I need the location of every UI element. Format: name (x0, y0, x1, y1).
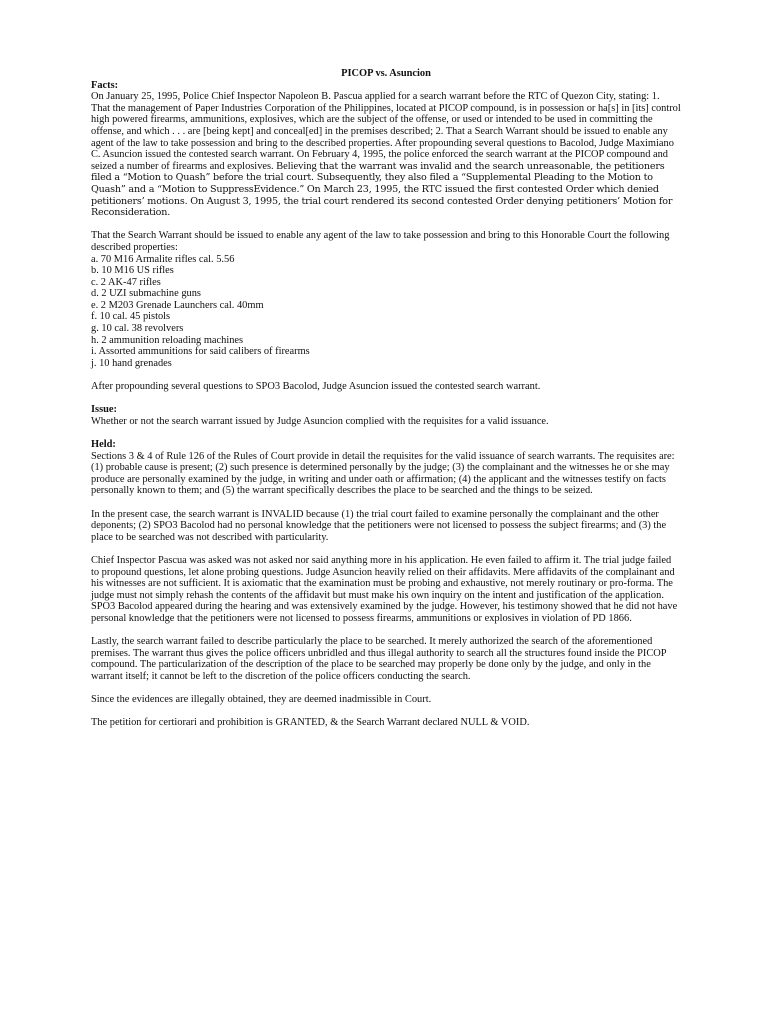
held-heading: Held: (91, 439, 116, 450)
document-page (91, 68, 681, 729)
list-item: c. 2 AK-47 rifles (91, 276, 161, 288)
issue-text: Whether or not the search warrant issued by Judge Asuncion complied with the requisites for a valid issuance. (91, 415, 549, 427)
held-paragraph-7: The petition for certiorari and prohibition is GRANTED, & the Search Warrant declared NULL & VOID. (91, 717, 530, 729)
facts-paragraph-1 (91, 91, 681, 219)
issue-heading: Issue: (91, 404, 117, 416)
list-item: b. 10 M16 US rifles (91, 265, 174, 277)
held-paragraph-1: Sections 3 & 4 of Rule 126 of the Rules of Court provide in detail the requisites for the valid issuance of search warrants. The requisites are: (1) probable cause is present; (2) such presence is determined personally by the judge; (3) the complainant and the witnesses he or she may produce are personally examined by the judge, in writing and under oath or affirmation; (4) the applicant and the witnesses testify on facts personally known to them; and (5) the warrant specifically describes the place to be searched and the things to be seized. (91, 450, 675, 497)
held-paragraph-5: Lastly, the search warrant failed to describe particularly the place to be searched. It merely authorized the search of the aforementioned premises. The warrant thus gives the police officers unbridled and thus illegal authority to search all the structures found inside the PICOP compound. The particularization of the description of the place to be searched may properly be done only by the judge, and only in the warrant itself; it cannot be left to the discretion of the police officers conducting the search. (91, 636, 667, 682)
facts-paragraph-2: That the Search Warrant should be issued to enable any agent of the law to take possession and bring to this Honorable Court the following described properties: (91, 230, 670, 253)
held-paragraph-6: Since the evidences are illegally obtained, they are deemed inadmissible in Court. (91, 694, 432, 706)
held-paragraph-2: In the present case, the search warrant is INVALID because (1) the trial court failed to examine personally the complainant and the other deponents; (2) SPO3 Bacolod had no personal knowledge that the petitioners were not licensed to possess the subject firearms; and (3) the place to be searched was not described with particularity. (91, 508, 667, 543)
list-item: h. 2 ammunition reloading machines (91, 334, 244, 346)
held-paragraph-4: SPO3 Bacolod appeared during the hearing and was extensively examined by the judge. However, his testimony showed that he did not have personal knowledge that the petitioners were not licensed to possess firearms, ammunitions or explosives in violation of PD 1866. (91, 601, 678, 624)
list-item: g. 10 cal. 38 revolvers (91, 323, 184, 335)
facts-text-alt-font: that the warrant was invalid and the search unreasonable, the petitioners filed a “Motion to Quash” before the trial court. Subsequently, they also filed a “Supplemental Pleading to the Motion to Quash” and a “Motion to SuppressEvidence.” On March 23, 1995, the RTC issued the first contested Order which denied petitioners’ motions. On August 3, 1995, the trial court rendered its second contested Order denying petitioners’ Motion for Reconsideration. (91, 160, 673, 219)
list-item: e. 2 M203 Grenade Launchers cal. 40mm (91, 299, 264, 311)
list-item: a. 70 M16 Armalite rifles cal. 5.56 (91, 253, 235, 265)
facts-heading: Facts: (91, 79, 119, 91)
facts-paragraph-3: After propounding several questions to SPO3 Bacolod, Judge Asuncion issued the contested search warrant. (91, 381, 541, 393)
document-title: PICOP vs. Asuncion (341, 68, 431, 79)
held-paragraph-3: Chief Inspector Pascua was asked was not asked nor said anything more in his application. He even failed to affirm it. The trial judge failed to propound questions, let alone probing questions. Judge Asuncion heavily relied on their affidavits. Mere affidavits of the complainant and his witnesses are not sufficient. It is axiomatic that the examination must be probing and exhaustive, not merely routinary or pro-forma. The judge must not simply rehash the contents of the affidavit but must make his own inquiry on the intent and justification of the application. (91, 554, 675, 601)
list-item: i. Assorted ammunitions for said calibers of firearms (91, 346, 310, 358)
list-item: j. 10 hand grenades (91, 357, 172, 369)
facts-text-main: On January 25, 1995, Police Chief Inspector Napoleon B. Pascua applied for a search warrant before the RTC of Quezon City, stating: 1. That the management of Paper Industries Corporation of the Philippines, located at PICOP compound, is in possession or ha[s] in [its] control high powered firearms, ammunitions, explosives, which are the subject of the offense, or used or intended to be used in committing the offense, and which . . . are [being kept] and conceal[ed] in the premises described; 2. That a Search Warrant should be issued to enable any agent of the law to take possession and bring to the described properties. After propounding several questions to Bacolod, Judge Maximiano C. Asuncion issued the contested search warrant. On February 4, 1995, the police enforced the search warrant at the PICOP compound and seized a number of firearms and explosives. Believing (91, 91, 681, 172)
property-list (91, 254, 681, 370)
list-item: f. 10 cal. 45 pistols (91, 311, 171, 323)
list-item: d. 2 UZI submachine guns (91, 288, 201, 300)
